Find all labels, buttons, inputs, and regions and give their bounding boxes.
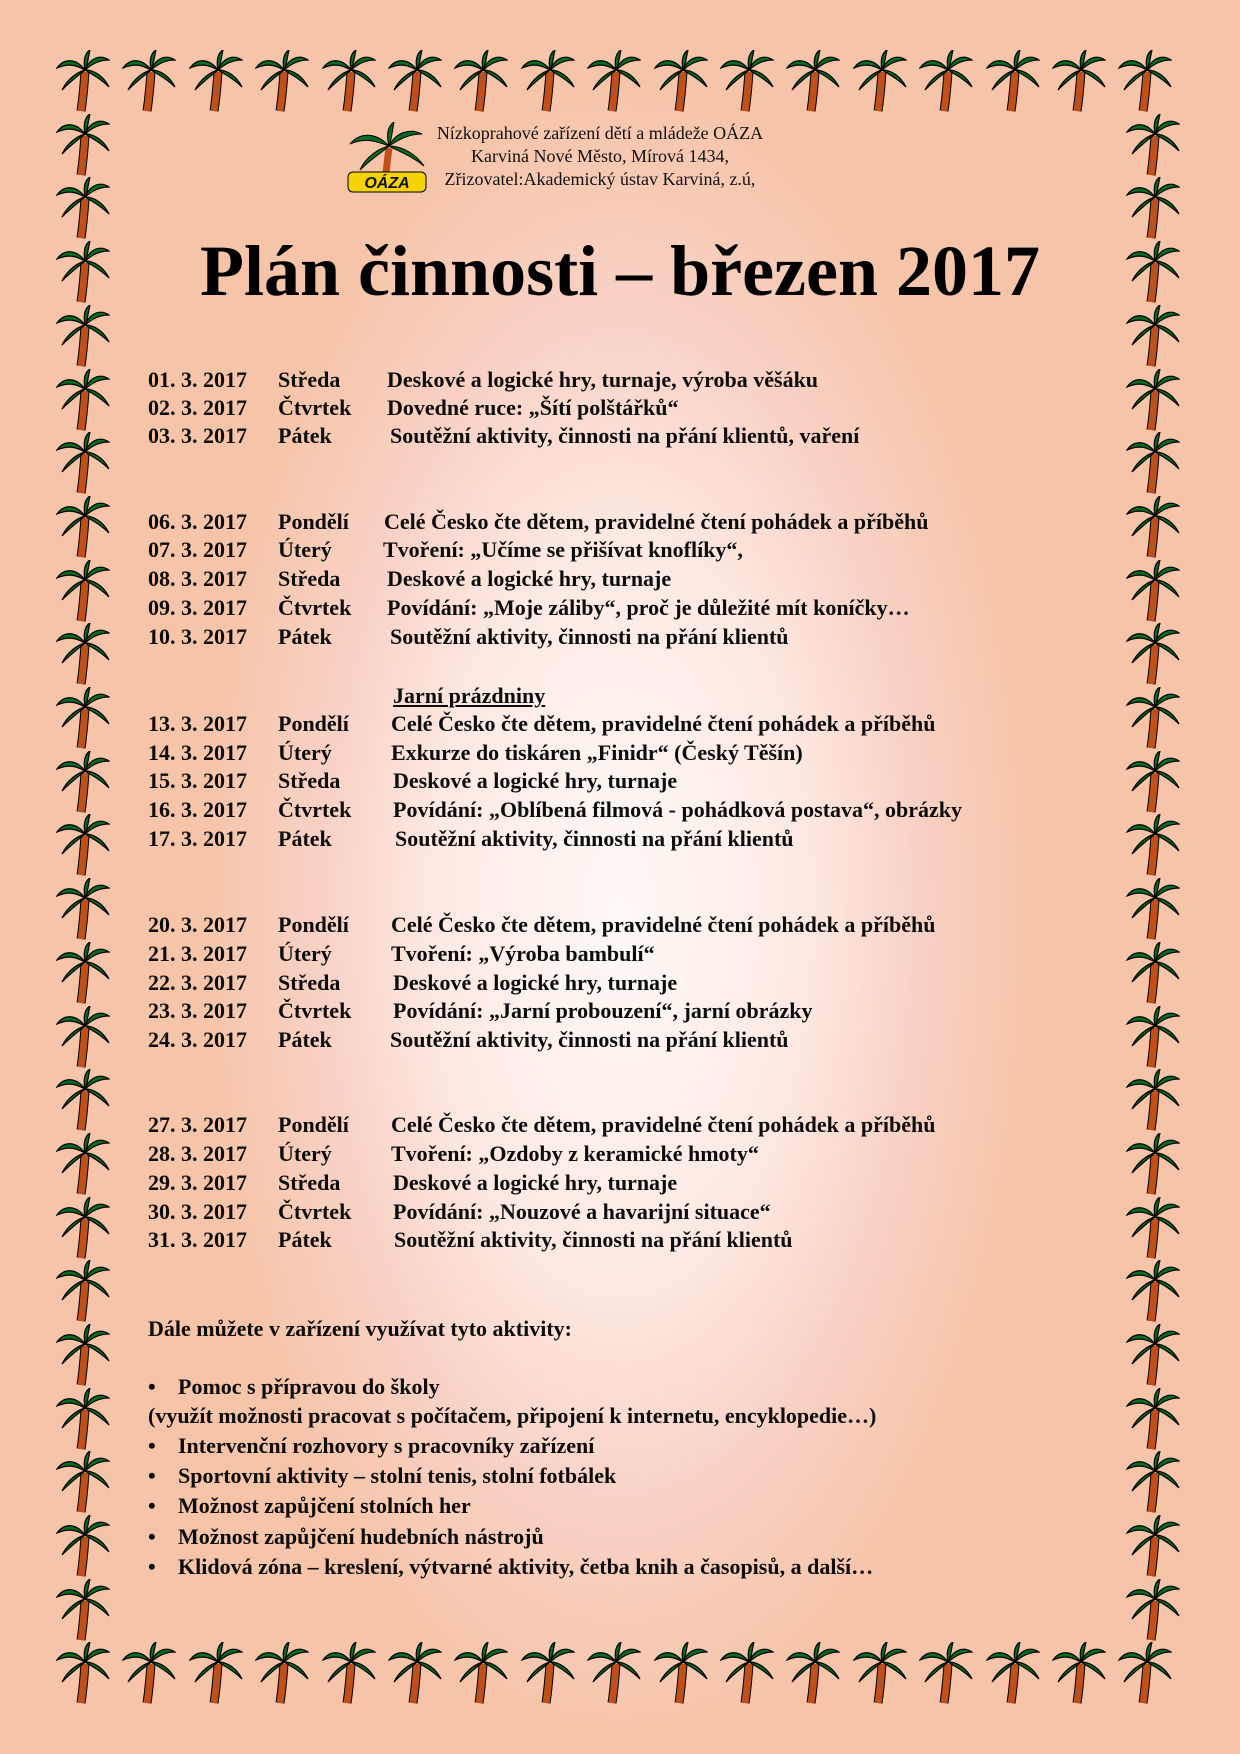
holiday-label: Jarní prázdniny	[393, 683, 546, 708]
palm-tree-icon	[986, 1642, 1040, 1704]
row-activity: Povídání: „Oblíbená filmová - pohádková postava“, obrázky	[393, 797, 963, 822]
palm-tree-icon	[1126, 1260, 1180, 1322]
list-item-text: Pomoc s přípravou do školy	[178, 1374, 440, 1399]
bullet: •	[148, 1493, 156, 1518]
palm-tree-icon	[56, 687, 110, 749]
palm-tree-icon	[1126, 878, 1180, 940]
palm-tree-icon	[56, 1260, 110, 1322]
palm-tree-icon	[1126, 1197, 1180, 1259]
row-activity: Deskové a logické hry, turnaje	[393, 970, 678, 995]
list-item-text: Klidová zóna – kreslení, výtvarné aktivity, četba knih a časopisů, a další…	[178, 1554, 874, 1579]
palm-tree-icon	[322, 50, 376, 112]
list-item-text: Možnost zapůjčení hudebních nástrojů	[178, 1524, 544, 1549]
palm-tree-icon	[56, 1642, 110, 1704]
list-item-text: Možnost zapůjčení stolních her	[178, 1493, 471, 1518]
row-date: 28. 3. 2017	[148, 1141, 247, 1166]
palm-tree-icon	[56, 560, 110, 622]
row-activity: Povídání: „Moje záliby“, proč je důležité mít koníčky…	[387, 595, 910, 620]
palm-tree-icon	[56, 496, 110, 558]
row-activity: Exkurze do tiskáren „Finidr“ (Český Těšín)	[391, 740, 803, 765]
palm-tree-icon	[454, 50, 508, 112]
palm-tree-icon	[521, 1642, 575, 1704]
logo-text: OÁZA	[364, 175, 410, 192]
row-activity: Povídání: „Jarní probouzení“, jarní obrázky	[393, 998, 813, 1023]
palm-tree-icon	[1126, 1133, 1180, 1195]
row-activity: Tvoření: „Výroba bambulí“	[391, 941, 655, 966]
palm-tree-icon	[1126, 1324, 1180, 1386]
row-activity: Celé Česko čte dětem, pravidelné čtení pohádek a příběhů	[391, 912, 936, 937]
palm-tree-icon	[189, 50, 243, 112]
palm-tree-icon	[56, 50, 110, 112]
palm-tree-icon	[122, 50, 176, 112]
palm-tree-icon	[654, 50, 708, 112]
bullet: •	[148, 1433, 156, 1458]
palm-tree-icon	[1126, 560, 1180, 622]
row-date: 13. 3. 2017	[148, 711, 247, 736]
palm-tree-icon	[1126, 369, 1180, 431]
row-date: 31. 3. 2017	[148, 1227, 247, 1252]
palm-tree-icon	[654, 1642, 708, 1704]
row-activity: Celé Česko čte dětem, pravidelné čtení pohádek a příběhů	[391, 1112, 936, 1137]
palm-tree-icon	[1126, 114, 1180, 176]
row-activity: Soutěžní aktivity, činnosti na přání klientů	[395, 826, 794, 851]
row-date: 22. 3. 2017	[148, 970, 247, 995]
header-text	[430, 122, 770, 191]
row-activity: Celé Česko čte dětem, pravidelné čtení pohádek a příběhů	[391, 711, 936, 736]
row-date: 01. 3. 2017	[148, 367, 247, 392]
row-date: 07. 3. 2017	[148, 537, 247, 562]
row-day: Čtvrtek	[278, 595, 352, 620]
row-day: Pátek	[278, 1227, 332, 1252]
palm-tree-icon	[388, 1642, 442, 1704]
row-activity: Deskové a logické hry, turnaje	[387, 566, 672, 591]
row-date: 02. 3. 2017	[148, 395, 247, 420]
palm-tree-icon	[1126, 1515, 1180, 1577]
palm-tree-icon	[1126, 1451, 1180, 1513]
palm-tree-icon	[786, 50, 840, 112]
row-date: 06. 3. 2017	[148, 509, 247, 534]
palm-tree-icon	[1126, 1069, 1180, 1131]
palm-tree-icon	[853, 50, 907, 112]
palm-tree-icon	[56, 878, 110, 940]
header-line-1: Nízkoprahové zařízení dětí a mládeže OÁZA	[436, 123, 764, 143]
row-date: 30. 3. 2017	[148, 1199, 247, 1224]
palm-tree-icon	[56, 1388, 110, 1450]
row-date: 27. 3. 2017	[148, 1112, 247, 1137]
row-date: 15. 3. 2017	[148, 768, 247, 793]
palm-tree-icon	[720, 50, 774, 112]
row-day: Pondělí	[278, 912, 349, 937]
row-activity: Soutěžní aktivity, činnosti na přání klientů	[390, 1027, 789, 1052]
palm-tree-icon	[388, 50, 442, 112]
palm-tree-icon	[454, 1642, 508, 1704]
palm-tree-icon	[1126, 687, 1180, 749]
row-day: Pondělí	[278, 509, 349, 534]
row-date: 03. 3. 2017	[148, 423, 247, 448]
palm-tree-icon	[1126, 1579, 1180, 1641]
palm-tree-icon	[56, 1451, 110, 1513]
palm-tree-icon	[56, 623, 110, 685]
row-activity: Deskové a logické hry, turnaje	[393, 1170, 678, 1195]
palm-tree-icon	[1052, 50, 1106, 112]
palm-tree-icon	[56, 1133, 110, 1195]
list-item-note: (využít možnosti pracovat s počítačem, připojení k internetu, encyklopedie…)	[148, 1403, 877, 1428]
row-activity: Dovedné ruce: „Šítí polštářků“	[387, 395, 679, 420]
palm-tree-icon	[919, 1642, 973, 1704]
palm-tree-icon	[1118, 50, 1172, 112]
row-activity: Povídání: „Nouzové a havarijní situace“	[393, 1199, 771, 1224]
row-day: Pátek	[278, 826, 332, 851]
row-date: 20. 3. 2017	[148, 912, 247, 937]
row-day: Úterý	[278, 740, 332, 765]
bullet: •	[148, 1463, 156, 1488]
list-item-text: Intervenční rozhovory s pracovníky zařízení	[178, 1433, 595, 1458]
row-day: Úterý	[278, 941, 332, 966]
row-day: Úterý	[278, 1141, 332, 1166]
palm-tree-icon	[786, 1642, 840, 1704]
row-activity: Tvoření: „Ozdoby z keramické hmoty“	[391, 1141, 759, 1166]
palm-tree-icon	[56, 814, 110, 876]
row-activity: Soutěžní aktivity, činnosti na přání klientů	[394, 1227, 793, 1252]
list-item-text: Sportovní aktivity – stolní tenis, stolní fotbálek	[178, 1463, 617, 1488]
palm-tree-icon	[1126, 942, 1180, 1004]
row-day: Úterý	[278, 537, 332, 562]
row-day: Čtvrtek	[278, 998, 352, 1023]
palm-tree-icon	[56, 114, 110, 176]
palm-tree-icon	[587, 1642, 641, 1704]
palm-tree-icon	[322, 1642, 376, 1704]
palm-tree-icon	[56, 1324, 110, 1386]
palm-tree-icon	[1126, 432, 1180, 494]
palm-tree-icon	[1126, 1388, 1180, 1450]
row-day: Pondělí	[278, 1112, 349, 1137]
header-line-2: Karviná Nové Město, Mírová 1434,	[471, 146, 729, 166]
row-day: Pátek	[278, 1027, 332, 1052]
palm-tree-icon	[56, 942, 110, 1004]
oaza-logo	[346, 122, 428, 194]
row-date: 21. 3. 2017	[148, 941, 247, 966]
row-activity: Deskové a logické hry, turnaje	[393, 768, 678, 793]
row-date: 16. 3. 2017	[148, 797, 247, 822]
bullet: •	[148, 1554, 156, 1579]
row-date: 14. 3. 2017	[148, 740, 247, 765]
palm-tree-icon	[56, 1006, 110, 1068]
palm-tree-icon	[919, 50, 973, 112]
palm-tree-icon	[1126, 496, 1180, 558]
organization-header	[346, 118, 866, 198]
palm-tree-icon	[255, 50, 309, 112]
row-activity: Celé Česko čte dětem, pravidelné čtení pohádek a příběhů	[384, 509, 929, 534]
palm-tree-icon	[56, 1515, 110, 1577]
row-day: Středa	[278, 367, 341, 392]
row-day: Čtvrtek	[278, 395, 352, 420]
palm-tree-icon	[56, 1579, 110, 1641]
row-activity: Soutěžní aktivity, činnosti na přání klientů, vaření	[390, 423, 860, 448]
row-activity: Tvoření: „Učíme se přišívat knoflíky“,	[383, 537, 743, 562]
row-day: Pátek	[278, 624, 332, 649]
palm-tree-icon	[587, 50, 641, 112]
palm-tree-icon	[56, 1069, 110, 1131]
row-date: 08. 3. 2017	[148, 566, 247, 591]
palm-tree-icon	[255, 1642, 309, 1704]
palm-tree-icon	[56, 1197, 110, 1259]
row-date: 10. 3. 2017	[148, 624, 247, 649]
palm-tree-icon	[720, 1642, 774, 1704]
row-date: 29. 3. 2017	[148, 1170, 247, 1195]
row-date: 23. 3. 2017	[148, 998, 247, 1023]
palm-tree-icon	[189, 1642, 243, 1704]
palm-tree-icon	[56, 369, 110, 431]
palm-tree-icon	[56, 751, 110, 813]
palm-tree-icon	[56, 432, 110, 494]
row-day: Středa	[278, 566, 341, 591]
row-day: Středa	[278, 768, 341, 793]
palm-tree-icon	[1126, 751, 1180, 813]
palm-tree-icon	[521, 50, 575, 112]
row-day: Čtvrtek	[278, 1199, 352, 1224]
row-date: 24. 3. 2017	[148, 1027, 247, 1052]
other-activities-heading: Dále můžete v zařízení využívat tyto aktivity:	[148, 1316, 572, 1341]
palm-tree-icon	[986, 50, 1040, 112]
row-day: Středa	[278, 1170, 341, 1195]
row-activity: Soutěžní aktivity, činnosti na přání klientů	[390, 624, 789, 649]
row-activity: Deskové a logické hry, turnaje, výroba věšáku	[387, 367, 819, 392]
palm-tree-icon	[1126, 814, 1180, 876]
palm-tree-icon	[1126, 1006, 1180, 1068]
bullet: •	[148, 1524, 156, 1549]
page-title: Plán činnosti – březen 2017	[200, 231, 1040, 311]
palm-tree-icon	[853, 1642, 907, 1704]
row-date: 09. 3. 2017	[148, 595, 247, 620]
row-date: 17. 3. 2017	[148, 826, 247, 851]
row-day: Čtvrtek	[278, 797, 352, 822]
row-day: Středa	[278, 970, 341, 995]
palm-tree-icon	[122, 1642, 176, 1704]
row-day: Pondělí	[278, 711, 349, 736]
palm-tree-icon	[1118, 1642, 1172, 1704]
row-day: Pátek	[278, 423, 332, 448]
header-line-3: Zřizovatel:Akademický ústav Karviná, z.ú,	[444, 169, 756, 189]
palm-tree-icon	[1126, 623, 1180, 685]
palm-tree-icon	[1052, 1642, 1106, 1704]
bullet: •	[148, 1374, 156, 1399]
